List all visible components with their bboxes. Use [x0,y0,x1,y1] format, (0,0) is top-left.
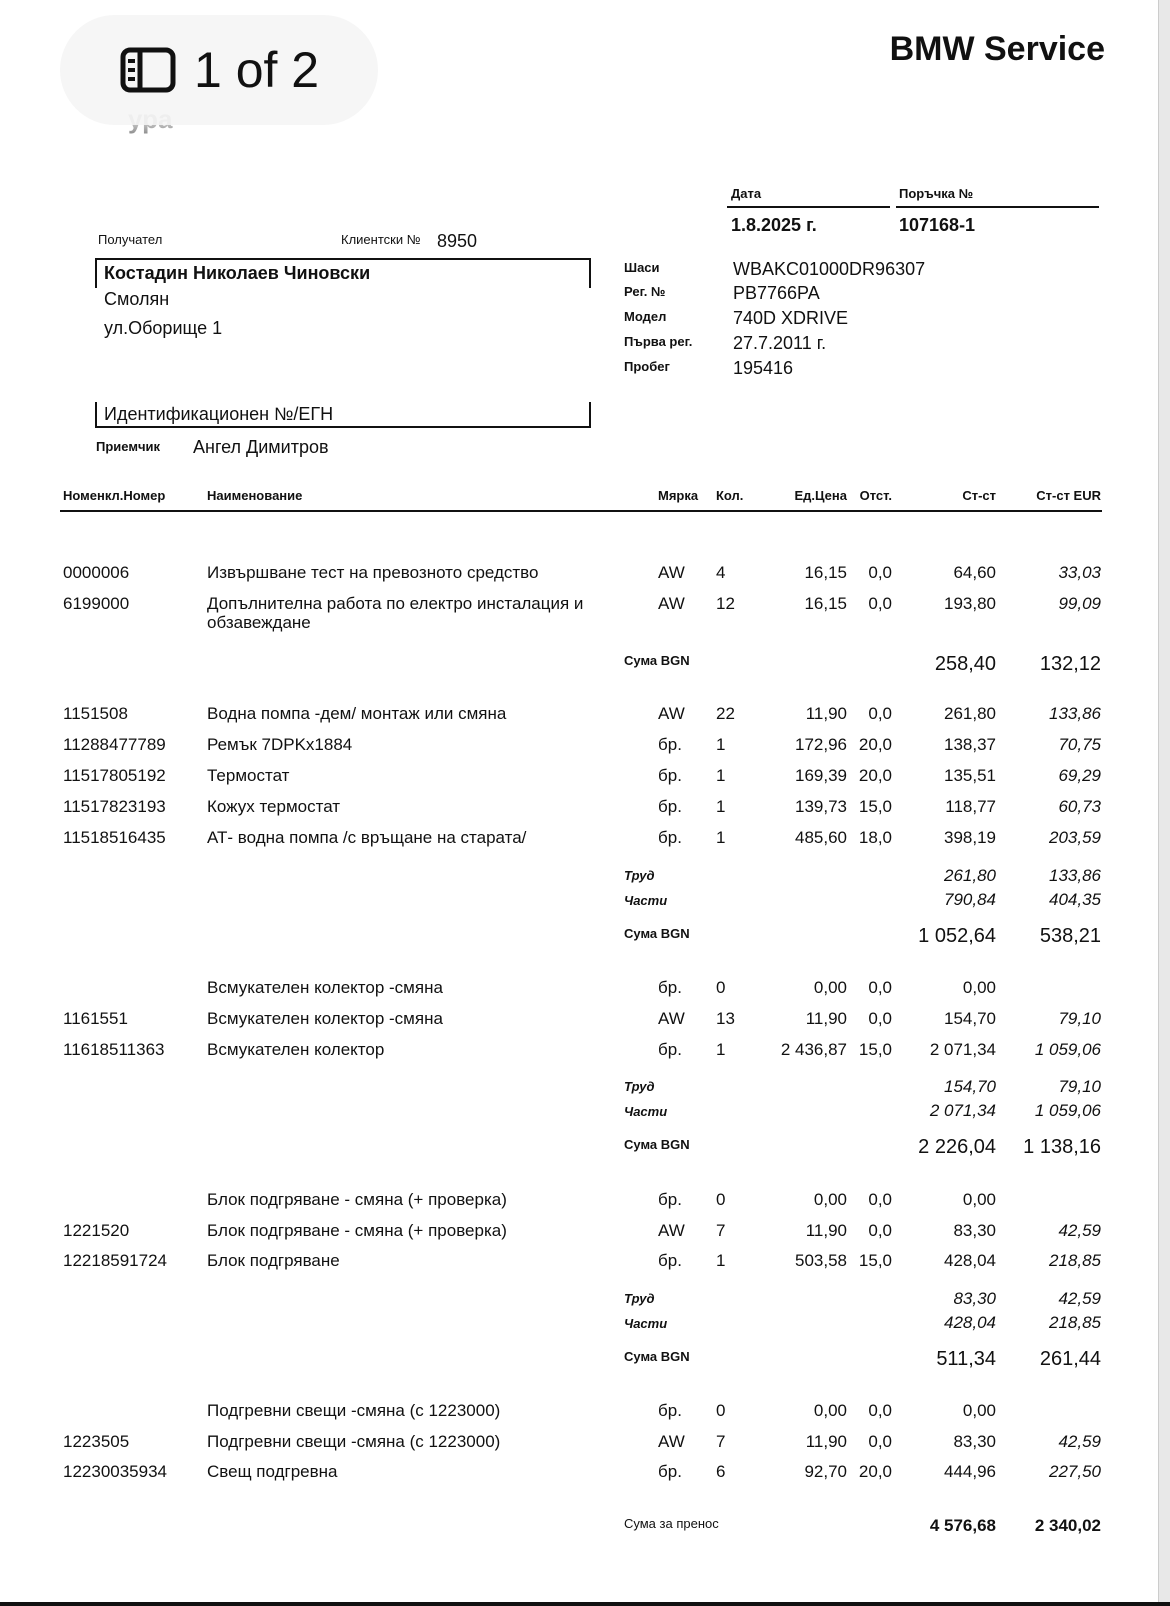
row-discount: 20,0 [858,1462,892,1481]
row-name: Водна помпа -дем/ монтаж или смяна [207,704,507,723]
table-row [0,1401,1170,1425]
row-unit: бр. [658,735,682,754]
parts-value: 2 071,34 [929,1101,996,1120]
col-header-code: Номенкл.Номер [63,488,166,503]
row-unit: бр. [658,978,682,997]
row-unit: AW [658,704,685,723]
group-total-eur: 1 138,16 [1023,1136,1101,1158]
parts-label: Части [624,1104,668,1119]
order-date: 1.8.2025 г. [731,215,817,235]
group-total-label: Сума BGN [624,1349,690,1364]
row-sum-eur: 33,03 [1058,563,1101,582]
row-qty: 13 [716,1009,735,1028]
row-unit: AW [658,594,685,613]
group-total: 511,34 [936,1348,996,1370]
row-discount: 20,0 [858,735,892,754]
client-no-label: Клиентски № [341,232,421,247]
row-qty: 0 [716,1190,726,1209]
row-price: 92,70 [804,1462,847,1481]
client-number: 8950 [437,231,478,251]
row-discount: 0,0 [868,563,892,582]
labor-value: 154,70 [944,1077,996,1096]
row-qty: 7 [716,1432,726,1451]
row-unit: бр. [658,797,682,816]
first-reg-label: Първа рег. [624,334,693,349]
row-discount: 15,0 [858,797,892,816]
chassis-value: WBAKC01000DR96307 [733,259,926,279]
scrollbar-track[interactable] [1158,0,1170,1606]
table-row [0,1251,1170,1275]
table-row [0,704,1170,728]
group-total: 258,40 [934,653,996,675]
row-discount: 0,0 [868,1221,892,1240]
carry-total-label: Сума за пренос [624,1516,719,1531]
table-row [0,1462,1170,1486]
parts-label: Части [624,1316,668,1331]
table-row [0,978,1170,1002]
row-sum: 154,70 [944,1009,996,1028]
recipient-box-left [95,258,97,288]
row-sum: 261,80 [944,704,996,723]
row-code: 11618511363 [63,1040,165,1059]
row-sum: 138,37 [944,735,996,754]
group-total-label: Сума BGN [624,653,690,668]
row-code: 11518516435 [63,828,166,847]
row-unit: бр. [658,1251,682,1270]
row-sum: 398,19 [944,828,996,847]
recipient-label: Получател [98,232,163,247]
table-row [0,735,1170,759]
row-code: 6199000 [63,594,130,613]
row-discount: 15,0 [858,1040,892,1059]
parts-value-eur: 1 059,06 [1034,1101,1101,1120]
row-qty: 6 [716,1462,726,1481]
mileage-value: 195416 [733,358,794,378]
row-sum: 0,00 [962,1190,996,1209]
row-price: 11,90 [805,1221,847,1240]
col-header-name: Наименование [207,488,303,503]
row-sum: 428,04 [944,1251,996,1270]
page-indicator[interactable] [60,15,378,125]
row-price: 139,73 [795,797,847,816]
group-total: 2 226,04 [918,1136,996,1158]
row-sum: 83,30 [953,1432,996,1451]
table-row [0,828,1170,852]
row-code: 1151508 [63,704,128,723]
row-discount: 0,0 [868,1401,892,1420]
row-discount: 0,0 [868,1190,892,1209]
table-row [0,1040,1170,1064]
row-sum: 64,60 [953,563,996,582]
order-number: 107168-1 [899,215,976,235]
date-label: Дата [731,186,762,201]
row-qty: 1 [716,828,726,847]
model-label: Модел [624,309,667,324]
carry-total-eur: 2 340,02 [1034,1516,1101,1535]
row-name: Блок подгряване - смяна (+ проверка) [207,1221,507,1240]
row-qty: 4 [716,563,726,582]
row-qty: 12 [716,594,735,613]
row-qty: 1 [716,797,726,816]
row-code: 12230035934 [63,1462,168,1481]
row-qty: 1 [716,735,726,754]
row-unit: бр. [658,766,682,785]
row-unit: бр. [658,1462,682,1481]
row-sum: 193,80 [944,594,996,613]
row-code: 1223505 [63,1432,130,1451]
row-sum-eur: 42,59 [1058,1432,1101,1451]
recipient-street: ул.Оборище 1 [104,318,223,338]
row-unit: бр. [658,1190,682,1209]
row-sum-eur: 99,09 [1058,594,1101,613]
row-qty: 0 [716,978,726,997]
row-sum-eur: 203,59 [1049,828,1101,847]
col-header-eur: Ст-ст EUR [1036,488,1101,503]
labor-label: Труд [624,1079,655,1094]
table-row [0,563,1170,587]
row-qty: 22 [716,704,735,723]
parts-value-eur: 218,85 [1049,1313,1101,1332]
row-discount: 18,0 [858,828,892,847]
row-code: 11517823193 [63,797,166,816]
row-name: Ремък 7DPKx1884 [207,735,353,754]
order-underline [896,206,1099,208]
order-no-label: Поръчка № [899,186,974,201]
group-total-eur: 261,44 [1039,1348,1101,1370]
recipient-box-top [95,258,591,260]
row-sum: 83,30 [953,1221,996,1240]
table-row [0,797,1170,821]
receiver-label: Приемчик [96,439,160,454]
row-name: Блок подгряване - смяна (+ проверка) [207,1190,507,1209]
reg-label: Рег. № [624,284,666,299]
row-qty: 1 [716,1040,726,1059]
row-qty: 1 [716,1251,726,1270]
row-sum-eur: 79,10 [1058,1009,1101,1028]
row-sum-eur: 227,50 [1049,1462,1101,1481]
first-reg-value: 27.7.2011 г. [733,333,827,353]
row-code: 11517805192 [63,766,166,785]
row-unit: бр. [658,828,682,847]
table-row [0,766,1170,790]
labor-value: 261,80 [944,866,996,885]
row-code: 12218591724 [63,1251,168,1270]
row-sum-eur: 69,29 [1058,766,1101,785]
id-label: Идентификационен №/ЕГН [104,404,334,424]
col-header-sum: Ст-ст [962,488,996,503]
recipient-box-right [589,258,591,288]
row-sum-eur: 1 059,06 [1034,1040,1101,1059]
row-sum: 0,00 [962,1401,996,1420]
row-sum-eur: 70,75 [1058,735,1101,754]
row-name: Блок подгряване [207,1251,340,1270]
col-header-price: Ед.Цена [794,488,847,503]
row-name: Подгревни свещи -смяна (с 1223000) [207,1401,501,1420]
labor-label: Труд [624,868,655,883]
receiver-name: Ангел Димитров [193,437,329,457]
date-underline [727,206,890,208]
group-total: 1 052,64 [918,925,996,947]
parts-value-eur: 404,35 [1049,890,1101,909]
col-header-qty: Кол. [716,488,744,503]
row-discount: 0,0 [868,978,892,997]
row-sum: 2 071,34 [929,1040,996,1059]
row-price: 11,90 [805,704,847,723]
row-name: Кожух термостат [207,797,341,816]
row-qty: 0 [716,1401,726,1420]
row-discount: 0,0 [868,1009,892,1028]
row-price: 2 436,87 [780,1040,847,1059]
labor-value: 83,30 [953,1289,996,1308]
table-row [0,594,1170,632]
row-unit: AW [658,1221,685,1240]
row-sum-eur: 133,86 [1049,704,1101,723]
row-unit: AW [658,563,685,582]
brand-title: BMW Service [889,30,1105,68]
row-code: 0000006 [63,563,130,582]
row-sum: 444,96 [944,1462,996,1481]
row-discount: 0,0 [868,704,892,723]
parts-value: 790,84 [944,890,996,909]
chassis-label: Шаси [624,260,660,275]
row-sum: 0,00 [962,978,996,997]
row-qty: 7 [716,1221,726,1240]
row-sum: 135,51 [944,766,996,785]
table-row [0,1432,1170,1456]
row-price: 0,00 [813,1190,847,1209]
row-name: Термостат [207,766,290,785]
row-price: 16,15 [804,563,847,582]
row-sum: 118,77 [945,797,996,816]
mileage-label: Пробег [624,359,670,374]
row-price: 16,15 [804,594,847,613]
row-name: Свещ подгревна [207,1462,338,1481]
row-name: Всмукателен колектор [207,1040,385,1059]
labor-label: Труд [624,1291,655,1306]
page-indicator-text: 1 of 2 [194,42,320,98]
row-price: 11,90 [805,1432,847,1451]
row-price: 172,96 [795,735,847,754]
parts-label: Части [624,893,668,908]
pages-icon [120,47,176,93]
carry-total: 4 576,68 [929,1516,996,1535]
row-name: Подгревни свещи -смяна (с 1223000) [207,1432,501,1451]
row-price: 503,58 [795,1251,847,1270]
row-discount: 0,0 [868,594,892,613]
recipient-city: Смолян [104,289,170,309]
page-bottom-border [0,1602,1170,1606]
row-code: 1161551 [63,1009,128,1028]
row-unit: бр. [658,1401,682,1420]
row-sum-eur: 42,59 [1058,1221,1101,1240]
group-total-eur: 132,12 [1039,653,1101,675]
row-qty: 1 [716,766,726,785]
row-name: АТ- водна помпа /с връщане на старата/ [207,828,527,847]
row-name: Всмукателен колектор -смяна [207,978,443,997]
table-row [0,1009,1170,1033]
reg-value: PB7766PA [733,283,820,303]
row-unit: AW [658,1432,685,1451]
row-discount: 0,0 [868,1432,892,1451]
table-row [0,1221,1170,1245]
row-sum-eur: 60,73 [1058,797,1101,816]
col-header-unit: Мярка [658,488,699,503]
row-discount: 15,0 [858,1251,892,1270]
row-code: 1221520 [63,1221,130,1240]
group-total-label: Сума BGN [624,1137,690,1152]
table-row [0,1190,1170,1214]
row-name: Извършване тест на превозното средство [207,563,539,582]
row-discount: 20,0 [858,766,892,785]
table-header-rule [60,510,1102,512]
row-price: 11,90 [805,1009,847,1028]
row-price: 0,00 [813,978,847,997]
col-header-disc: Отст. [859,488,892,503]
parts-value: 428,04 [944,1313,996,1332]
recipient-name: Костадин Николаев Чиновски [104,263,371,283]
group-total-label: Сума BGN [624,926,690,941]
row-name: Допълнителна работа по електро инсталация и обзавеждане [207,594,584,632]
row-price: 485,60 [795,828,847,847]
labor-value-eur: 79,10 [1058,1077,1101,1096]
group-total-eur: 538,21 [1039,925,1101,947]
row-unit: бр. [658,1040,682,1059]
model-value: 740D XDRIVE [733,308,849,328]
row-code: 11288477789 [63,735,166,754]
row-price: 0,00 [813,1401,847,1420]
labor-value-eur: 133,86 [1049,866,1101,885]
row-name: Всмукателен колектор -смяна [207,1009,443,1028]
row-unit: AW [658,1009,685,1028]
row-price: 169,39 [795,766,847,785]
labor-value-eur: 42,59 [1058,1289,1101,1308]
row-sum-eur: 218,85 [1049,1251,1101,1270]
